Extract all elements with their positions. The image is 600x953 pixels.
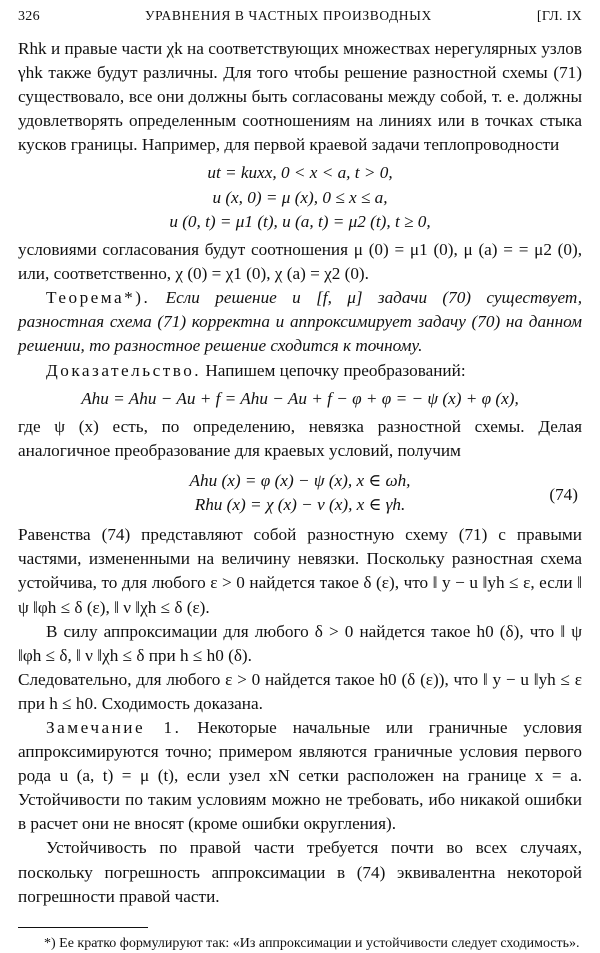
theorem-label: Теорема*). xyxy=(46,288,151,308)
proof-intro: Напишем цепочку преобразований: xyxy=(205,360,466,380)
heat-equation-line-1: ut = kuxx, 0 < x < a, t > 0, xyxy=(207,163,393,183)
equation-74-line-1: Ahu (x) = φ (x) − ψ (x), x ∈ ωh, xyxy=(189,471,411,491)
heat-equation-line-2: u (x, 0) = μ (x), 0 ≤ x ≤ a, xyxy=(212,187,388,207)
running-title: УРАВНЕНИЯ В ЧАСТНЫХ ПРОИЗВОДНЫХ xyxy=(144,8,432,23)
proof-label: Доказательство. xyxy=(46,360,202,380)
proof xyxy=(18,359,582,383)
equation-74-line-2: Rhu (x) = χ (x) − ν (x), x ∈ γh. xyxy=(194,495,406,515)
main-text xyxy=(18,37,582,909)
paragraph-stability: Равенства (74) представляют собой разностную схему (71) с правыми частями, измененными на величину невязки. Поскольку разностная схема устойчива, то для любого ε > 0 найдется такое δ (ε), что ‖ y − u ‖yh ≤ ε, если ‖ ψ ‖φh ≤ δ (ε), ‖ ν ‖χh ≤ δ (ε). xyxy=(18,525,582,617)
heat-equation-line-3: u (0, t) = μ1 (t), u (a, t) = μ2 (t), t ≥ 0, xyxy=(169,211,431,231)
paragraph-residual: где ψ (x) есть, по определению, невязка разностной схемы. Делая аналогичное преобразование для краевых условий, получим xyxy=(18,416,582,460)
footnote: *) Ее кратко формулируют так: «Из аппроксимации и устойчивости следует сходимость». xyxy=(44,935,580,951)
equation-74-number: (74) xyxy=(549,485,578,505)
paragraph-intro: Rhk и правые части χk на соответствующих множествах нерегулярных узлов γhk также будут различны. Для того чтобы решение разностной схемы (71) существовало, все они должны быть согласованы между собой, т. е. должны удовлетворять определенным соотношениям на линиях или в точках стыка кусков границы. Например, для первой краевой задачи теплопроводности xyxy=(18,39,582,155)
remark-label: Замечание 1. xyxy=(46,717,182,737)
footnote-divider xyxy=(18,927,148,928)
page-number: 326 xyxy=(18,9,40,24)
paragraph-right-side: Устойчивость по правой части требуется почти во всех случаях, поскольку погрешность аппроксимации в (74) эквивалентна некоторой погрешности правой части. xyxy=(18,838,582,906)
transformation-chain: Ahu = Ahu − Au + f = Ahu − Au + f − φ + φ = − ψ (x) + φ (x), xyxy=(81,388,519,408)
paragraph-conclusion: Следовательно, для любого ε > 0 найдется такое h0 (δ (ε)), что ‖ y − u ‖yh ≤ ε при h ≤ h0. Сходимость доказана. xyxy=(18,669,582,713)
paragraph-approximation: В силу аппроксимации для любого δ > 0 найдется такое h0 (δ), что ‖ ψ ‖φh ≤ δ, ‖ ν ‖χh ≤ δ при h ≤ h0 (δ). xyxy=(18,621,582,665)
paragraph-consistency: условиями согласования будут соотношения μ (0) = μ1 (0), μ (a) = = μ2 (0), или, соответственно, χ (0) = χ1 (0), χ (a) = χ2 (0). xyxy=(18,240,582,284)
theorem-statement: Если решение u [f, μ] задачи (70) существует, разностная схема (71) корректна и аппроксимирует задачу (70) на данном решении, то разностное решение сходится к точному. xyxy=(18,288,582,356)
remark-text: Некоторые начальные или граничные условия аппроксимируются точно; примером являются граничные условия первого рода u (a, t) = μ (t), если узел xN сетки расположен на границе x = a. Устойчивости по таким условиям можно не требовать, ибо никакой ошибки в расчет они не вносят (кроме ошибки округления). xyxy=(18,717,582,834)
chapter-marker: [ГЛ. IX xyxy=(536,9,582,24)
heat-equation-system xyxy=(18,161,582,234)
remark xyxy=(18,716,582,836)
theorem xyxy=(18,286,582,358)
equation-74 xyxy=(18,469,582,517)
page-header xyxy=(18,0,582,25)
